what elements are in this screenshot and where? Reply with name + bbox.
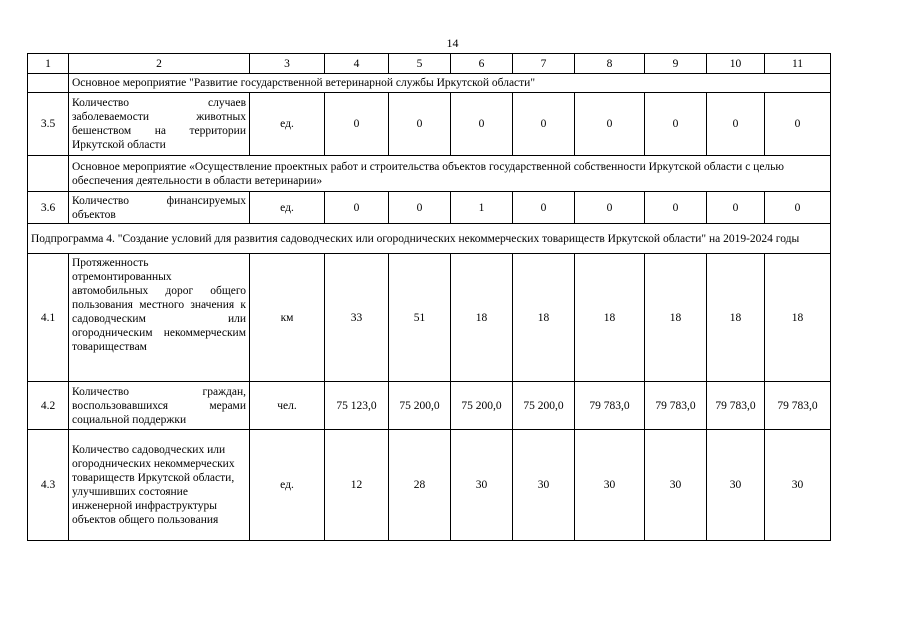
value-cell: 0: [451, 93, 513, 156]
section-row-veterinary-construction: [28, 156, 831, 192]
value-cell: 0: [765, 93, 831, 156]
value-cell: 0: [325, 93, 389, 156]
subprogram-row-4: [28, 224, 831, 254]
row-id: 3.6: [28, 192, 69, 224]
header-cell: 1: [28, 54, 69, 74]
row-name: Количество садоводческих или огороднических некоммерческих товариществ Иркутской области, улучшивших состояние инженерной инфраструктуры объектов общего пользования: [69, 430, 250, 541]
table-row-4-2: [28, 382, 831, 430]
row-unit: ед.: [250, 93, 325, 156]
header-cell: 2: [69, 54, 250, 74]
value-cell: 79 783,0: [707, 382, 765, 430]
value-cell: 51: [389, 254, 451, 382]
row-id: 4.3: [28, 430, 69, 541]
header-row: [28, 54, 831, 74]
table-row-3-6: [28, 192, 831, 224]
value-cell: 0: [645, 93, 707, 156]
value-cell: 18: [513, 254, 575, 382]
row-name: Количество случаев заболеваемости животных бешенством на территории Иркутской области: [69, 93, 250, 156]
value-cell: 30: [645, 430, 707, 541]
header-cell: 7: [513, 54, 575, 74]
value-cell: 75 200,0: [389, 382, 451, 430]
value-cell: 75 200,0: [513, 382, 575, 430]
value-cell: 0: [765, 192, 831, 224]
value-cell: 18: [707, 254, 765, 382]
value-cell: 0: [513, 93, 575, 156]
value-cell: 79 783,0: [575, 382, 645, 430]
value-cell: 0: [575, 93, 645, 156]
section-title: Основное мероприятие «Осуществление проектных работ и строительства объектов государственной собственности Иркутской области с целью обеспечения деятельности в области ветеринарии»: [69, 156, 831, 192]
empty-cell: [28, 74, 69, 93]
row-id: 3.5: [28, 93, 69, 156]
row-id: 4.2: [28, 382, 69, 430]
header-cell: 4: [325, 54, 389, 74]
row-unit: ед.: [250, 192, 325, 224]
subprogram-title: Подпрограмма 4. "Создание условий для развития садоводческих или огороднических некоммерческих товариществ Иркутской области" на 2019-2024 годы: [28, 224, 831, 254]
page-number: 14: [446, 36, 459, 50]
value-cell: 1: [451, 192, 513, 224]
value-cell: 18: [645, 254, 707, 382]
value-cell: 79 783,0: [765, 382, 831, 430]
table-row-3-5: [28, 93, 831, 156]
value-cell: 30: [513, 430, 575, 541]
value-cell: 0: [325, 192, 389, 224]
value-cell: 18: [451, 254, 513, 382]
header-cell: 6: [451, 54, 513, 74]
row-id: 4.1: [28, 254, 69, 382]
value-cell: 28: [389, 430, 451, 541]
value-cell: 0: [513, 192, 575, 224]
header-cell: 3: [250, 54, 325, 74]
header-cell: 11: [765, 54, 831, 74]
header-cell: 10: [707, 54, 765, 74]
value-cell: 0: [575, 192, 645, 224]
value-cell: 18: [765, 254, 831, 382]
indicators-table: [27, 53, 831, 541]
row-unit: км: [250, 254, 325, 382]
value-cell: 30: [575, 430, 645, 541]
section-title: Основное мероприятие "Развитие государственной ветеринарной службы Иркутской области": [69, 74, 831, 93]
header-cell: 8: [575, 54, 645, 74]
value-cell: 0: [389, 192, 451, 224]
row-unit: чел.: [250, 382, 325, 430]
section-row-veterinary-service: [28, 74, 831, 93]
value-cell: 0: [389, 93, 451, 156]
value-cell: 0: [707, 93, 765, 156]
value-cell: 30: [765, 430, 831, 541]
row-unit: ед.: [250, 430, 325, 541]
row-name: Протяженность отремонтированных автомобильных дорог общего пользования местного значения к садоводческим или огородническим некоммерческим товариществам: [69, 254, 250, 382]
empty-cell: [28, 156, 69, 192]
value-cell: 12: [325, 430, 389, 541]
value-cell: 0: [707, 192, 765, 224]
value-cell: 33: [325, 254, 389, 382]
value-cell: 75 123,0: [325, 382, 389, 430]
value-cell: 30: [707, 430, 765, 541]
table-row-4-3: [28, 430, 831, 541]
table-row-4-1: [28, 254, 831, 382]
row-name: Количество финансируемых объектов: [69, 192, 250, 224]
header-cell: 5: [389, 54, 451, 74]
header-cell: 9: [645, 54, 707, 74]
value-cell: 30: [451, 430, 513, 541]
value-cell: 18: [575, 254, 645, 382]
value-cell: 79 783,0: [645, 382, 707, 430]
value-cell: 75 200,0: [451, 382, 513, 430]
value-cell: 0: [645, 192, 707, 224]
row-name: Количество граждан, воспользовавшихся мерами социальной поддержки: [69, 382, 250, 430]
